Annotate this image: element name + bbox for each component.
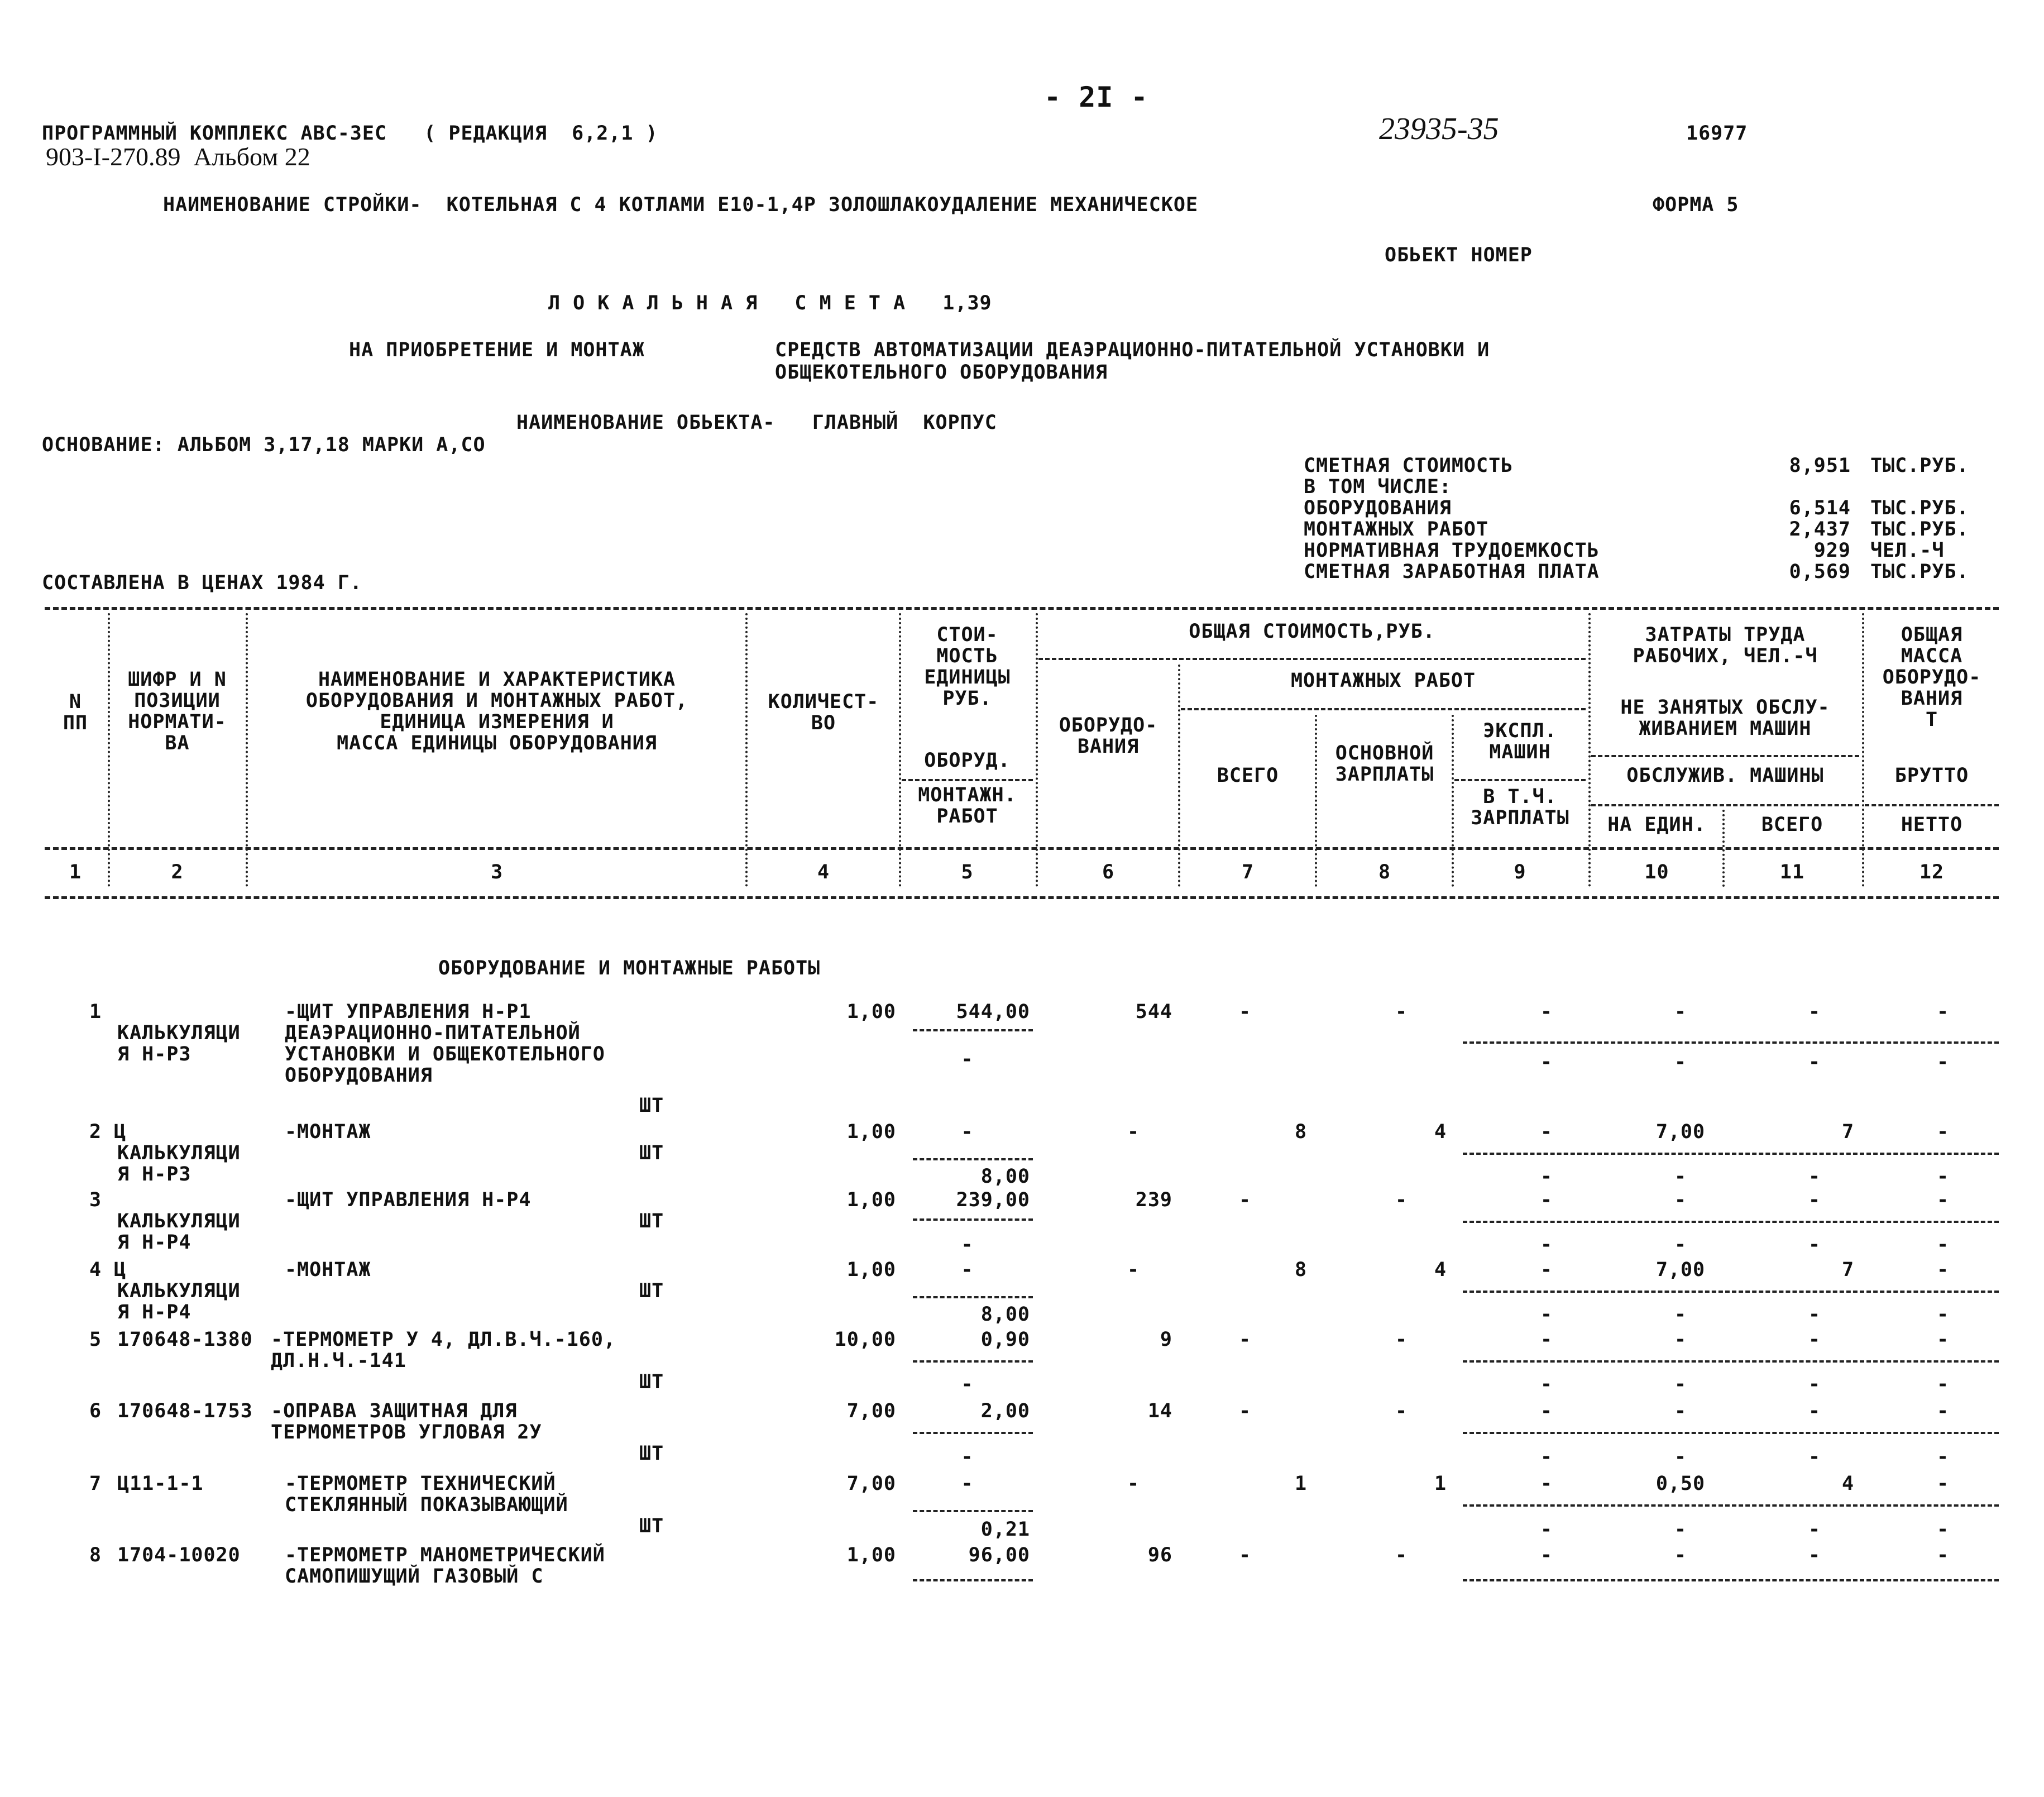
row-mass: - (1936, 1001, 1950, 1023)
row-equipment-cost: - (1127, 1473, 1140, 1495)
row-basic-wages: - (1395, 1001, 1408, 1023)
row-divider (1463, 1579, 1999, 1581)
table-row (0, 1259, 2044, 1326)
row-dash: - (1808, 1518, 1821, 1541)
header-col4: КОЛИЧЕСТ- ВО (768, 691, 879, 734)
row-unit: ШТ (639, 1371, 664, 1393)
row-price-equipment: 2,00 (980, 1400, 1030, 1422)
row-qty: 7,00 (846, 1473, 896, 1495)
header-col6: ОБОРУДО- ВАНИЯ (1059, 714, 1158, 758)
row-number: 1 (89, 1001, 102, 1023)
document-code: 23935-35 (1379, 112, 1499, 146)
header-subrule (902, 779, 1033, 781)
header-col7: ВСЕГО (1217, 764, 1279, 787)
program-line: ПРОГРАММНЫЙ КОМПЛЕКС АВС-3ЕС ( РЕДАКЦИЯ 6,2,1 ) (42, 122, 658, 145)
row-labor-total: 4 (1841, 1473, 1855, 1495)
row-labor-total: - (1808, 1400, 1821, 1422)
row-mounting-total: 1 (1294, 1473, 1308, 1495)
row-dash: - (1936, 1446, 1950, 1468)
row-dash: - (1674, 1165, 1687, 1188)
header-col8: ОСНОВНОЙ ЗАРПЛАТЫ (1335, 742, 1434, 786)
estimate-title: Л О К А Л Ь Н А Я С М Е Т А 1,39 (548, 292, 992, 314)
column-separator (1036, 613, 1038, 887)
row-code: КАЛЬКУЛЯЦИ Я Н-Р4 (117, 1210, 241, 1254)
row-labor-total: 7 (1841, 1121, 1855, 1143)
row-price-mounting: - (961, 1373, 974, 1395)
object-name: НАИМЕНОВАНИЕ ОБЬЕКТА- ГЛАВНЫЙ КОРПУС (516, 412, 997, 434)
column-number: 6 (1102, 861, 1115, 883)
row-labor-unit: - (1674, 1001, 1687, 1023)
row-dash: - (1540, 1518, 1553, 1541)
row-basic-wages: 4 (1434, 1259, 1447, 1281)
row-equipment-cost: - (1127, 1259, 1140, 1281)
row-machines: - (1540, 1544, 1553, 1566)
price-divider (913, 1579, 1033, 1581)
row-basic-wages: 1 (1434, 1473, 1447, 1495)
header-subrule (1038, 658, 1586, 660)
price-divider (913, 1158, 1033, 1160)
row-divider (1463, 1153, 1999, 1155)
column-number: 12 (1919, 861, 1945, 883)
row-labor-unit: - (1674, 1400, 1687, 1422)
row-labor-unit: 7,00 (1655, 1121, 1706, 1143)
summary-value: 8,951 (1789, 455, 1851, 477)
row-basic-wages: - (1395, 1400, 1408, 1422)
row-mass: - (1936, 1473, 1950, 1495)
row-basic-wages: - (1395, 1544, 1408, 1566)
row-basic-wages: 4 (1434, 1121, 1447, 1143)
summary-label: СМЕТНАЯ ЗАРАБОТНАЯ ПЛАТА (1304, 561, 1600, 583)
row-labor-unit: - (1674, 1189, 1687, 1211)
row-price-mounting: 0,21 (980, 1518, 1030, 1541)
header-col9-machines: ЭКСПЛ. МАШИН (1483, 720, 1557, 763)
row-number: 6 (89, 1400, 102, 1422)
row-unit: ШТ (639, 1210, 664, 1232)
header-rule-mid (45, 847, 1999, 850)
row-mounting-total: 8 (1294, 1121, 1308, 1143)
header-subrule (1591, 804, 1859, 806)
header-col11: ВСЕГО (1761, 814, 1823, 836)
row-labor-total: - (1808, 1328, 1821, 1351)
column-separator (1862, 613, 1864, 887)
row-qty: 1,00 (846, 1001, 896, 1023)
header-col5: СТОИ- МОСТЬ ЕДИНИЦЫ РУБ. (924, 624, 1011, 710)
row-labor-unit: 7,00 (1655, 1259, 1706, 1281)
row-dash: - (1674, 1446, 1687, 1468)
row-divider (1463, 1221, 1999, 1223)
row-divider (1463, 1041, 1999, 1044)
basis-line: ОСНОВАНИЕ: АЛЬБОМ 3,17,18 МАРКИ А,СО (42, 434, 486, 456)
row-name: -ЩИТ УПРАВЛЕНИЯ Н-Р1 ДЕАЭРАЦИОННО-ПИТАТЕЛЬНОЙ УСТАНОВКИ И ОБЩЕКОТЕЛЬНОГО ОБОРУДОВАНИЯ (285, 1001, 605, 1087)
column-separator (1722, 810, 1725, 887)
row-dash: - (1540, 1234, 1553, 1256)
row-equipment-cost: 239 (1135, 1189, 1172, 1211)
row-code: 1704-10020 (117, 1544, 241, 1566)
header-subrule (1865, 804, 1999, 806)
column-separator (1588, 613, 1591, 887)
price-divider (913, 1029, 1033, 1031)
table-row (0, 1189, 2044, 1256)
summary-value: 929 (1813, 539, 1851, 562)
column-separator (1452, 715, 1454, 887)
header-col3: НАИМЕНОВАНИЕ И ХАРАКТЕРИСТИКА ОБОРУДОВАНИЯ И МОНТАЖНЫХ РАБОТ, ЕДИНИЦА ИЗМЕРЕНИЯ И МАССА ЕДИНИЦЫ ОБОРУДОВАНИЯ (305, 668, 688, 754)
row-number: 3 (89, 1189, 102, 1211)
row-mounting-total: - (1238, 1544, 1252, 1566)
header-labor-not-machines: НЕ ЗАНЯТЫХ ОБСЛУ- ЖИВАНИЕМ МАШИН (1620, 696, 1830, 740)
row-number: 4 Ц (89, 1259, 127, 1281)
row-name: -ОПРАВА ЗАЩИТНАЯ ДЛЯ ТЕРМОМЕТРОВ УГЛОВАЯ 2У (271, 1400, 542, 1444)
row-price-equipment: - (961, 1121, 974, 1143)
header-col1: N ПП (63, 691, 88, 734)
header-col12-net: НЕТТО (1901, 814, 1963, 836)
row-dash: - (1808, 1051, 1821, 1073)
row-dash: - (1808, 1373, 1821, 1395)
row-name: -МОНТАЖ (285, 1259, 371, 1281)
table-row (0, 1001, 2044, 1117)
row-qty: 1,00 (846, 1544, 896, 1566)
column-separator (745, 613, 748, 887)
header-col9-wages: В Т.Ч. ЗАРПЛАТЫ (1471, 786, 1569, 829)
row-equipment-cost: 9 (1160, 1328, 1172, 1351)
row-dash: - (1674, 1518, 1687, 1541)
summary-label: НОРМАТИВНАЯ ТРУДОЕМКОСТЬ (1304, 539, 1600, 562)
price-divider (913, 1360, 1033, 1363)
table-row (0, 1400, 2044, 1468)
table-row (0, 1121, 2044, 1188)
row-dash: - (1540, 1051, 1553, 1073)
summary-value: 2,437 (1789, 518, 1851, 541)
row-qty: 7,00 (846, 1400, 896, 1422)
row-mass: - (1936, 1259, 1950, 1281)
row-divider (1463, 1291, 1999, 1293)
row-dash: - (1936, 1373, 1950, 1395)
row-unit: ШТ (639, 1095, 664, 1117)
row-dash: - (1540, 1165, 1553, 1188)
price-divider (913, 1510, 1033, 1512)
row-dash: - (1936, 1234, 1950, 1256)
row-dash: - (1540, 1303, 1553, 1326)
row-labor-total: - (1808, 1544, 1821, 1566)
column-separator (1315, 715, 1317, 887)
row-labor-total: 7 (1841, 1259, 1855, 1281)
row-price-equipment: 544,00 (956, 1001, 1030, 1023)
row-mounting-total: - (1238, 1189, 1252, 1211)
row-dash: - (1540, 1446, 1553, 1468)
row-qty: 1,00 (846, 1189, 896, 1211)
row-dash: - (1936, 1165, 1950, 1188)
row-price-mounting: - (961, 1446, 974, 1468)
row-machines: - (1540, 1001, 1553, 1023)
column-number: 8 (1378, 861, 1391, 883)
row-price-equipment: 0,90 (980, 1328, 1030, 1351)
summary-unit: ТЫС.РУБ. (1870, 518, 1969, 541)
row-machines: - (1540, 1473, 1553, 1495)
summary-unit: ЧЕЛ.-Ч (1870, 539, 1945, 562)
table-row (0, 1328, 2044, 1395)
prices-line: СОСТАВЛЕНА В ЦЕНАХ 1984 Г. (42, 572, 362, 594)
header-labor-machines: ОБСЛУЖИВ. МАШИНЫ (1626, 764, 1824, 787)
column-number: 9 (1514, 861, 1526, 883)
purpose-line-2: ОБЩЕКОТЕЛЬНОГО ОБОРУДОВАНИЯ (775, 361, 1108, 384)
row-qty: 10,00 (834, 1328, 896, 1351)
row-code: 170648-1380 (117, 1328, 253, 1351)
row-labor-unit: - (1674, 1544, 1687, 1566)
row-number: 7 (89, 1473, 102, 1495)
row-qty: 1,00 (846, 1259, 896, 1281)
header-subrule (1454, 779, 1586, 781)
row-machines: - (1540, 1189, 1553, 1211)
row-equipment-cost: 14 (1147, 1400, 1172, 1422)
table-row (0, 1473, 2044, 1541)
row-name: -ТЕРМОМЕТР У 4, ДЛ.В.Ч.-160, ДЛ.Н.Ч.-141 (271, 1328, 616, 1372)
column-number: 4 (817, 861, 830, 883)
row-divider (1463, 1504, 1999, 1507)
price-divider (913, 1296, 1033, 1298)
row-labor-unit: - (1674, 1328, 1687, 1351)
row-divider (1463, 1432, 1999, 1434)
column-separator (1178, 665, 1180, 887)
header-col10: НА ЕДИН. (1607, 814, 1706, 836)
column-number: 7 (1241, 861, 1255, 883)
header-col12-gross: БРУТТО (1894, 764, 1969, 787)
page-number: - 2I - (1044, 81, 1148, 113)
row-code: Ц11-1-1 (117, 1473, 204, 1495)
row-dash: - (1674, 1373, 1687, 1395)
row-number: 8 (89, 1544, 102, 1566)
summary-label: В ТОМ ЧИСЛЕ: (1304, 476, 1452, 498)
header-col2: ШИФР И N ПОЗИЦИИ НОРМАТИ- ВА (128, 668, 227, 754)
column-number: 1 (69, 861, 82, 883)
row-unit: ШТ (639, 1280, 664, 1302)
row-price-equipment: 239,00 (956, 1189, 1030, 1211)
row-code: КАЛЬКУЛЯЦИ Я Н-Р3 (117, 1142, 241, 1186)
row-dash: - (1808, 1234, 1821, 1256)
section-title: ОБОРУДОВАНИЕ И МОНТАЖНЫЕ РАБОТЫ (438, 957, 821, 979)
document-number: 16977 (1686, 122, 1748, 145)
header-subrule (1591, 755, 1859, 757)
row-mass: - (1936, 1328, 1950, 1351)
column-number: 2 (171, 861, 184, 883)
row-basic-wages: - (1395, 1189, 1408, 1211)
row-unit: ШТ (639, 1442, 664, 1465)
row-dash: - (1674, 1234, 1687, 1256)
row-price-equipment: - (961, 1259, 974, 1281)
row-mass: - (1936, 1400, 1950, 1422)
row-mounting-total: 8 (1294, 1259, 1308, 1281)
row-mass: - (1936, 1189, 1950, 1211)
row-mass: - (1936, 1544, 1950, 1566)
header-subrule (1181, 708, 1586, 710)
row-price-mounting: - (961, 1234, 974, 1256)
row-machines: - (1540, 1259, 1553, 1281)
row-unit: ШТ (639, 1515, 664, 1537)
row-dash: - (1808, 1165, 1821, 1188)
row-number: 2 Ц (89, 1121, 127, 1143)
form-label: ФОРМА 5 (1653, 194, 1739, 216)
row-name: -ТЕРМОМЕТР МАНОМЕТРИЧЕСКИЙ САМОПИШУЩИЙ ГАЗОВЫЙ С (285, 1544, 605, 1588)
row-mounting-total: - (1238, 1400, 1252, 1422)
row-price-equipment: 96,00 (968, 1544, 1030, 1566)
row-qty: 1,00 (846, 1121, 896, 1143)
header-rule-bottom (45, 896, 1999, 899)
header-rule-top (45, 607, 1999, 610)
header-col5-equipment: ОБОРУД. (924, 749, 1011, 772)
summary-unit: ТЫС.РУБ. (1870, 455, 1969, 477)
row-mass: - (1936, 1121, 1950, 1143)
row-mounting-total: - (1238, 1001, 1252, 1023)
row-machines: - (1540, 1400, 1553, 1422)
row-divider (1463, 1360, 1999, 1363)
row-machines: - (1540, 1328, 1553, 1351)
row-labor-total: - (1808, 1189, 1821, 1211)
header-col5-mounting: МОНТАЖН. РАБОТ (918, 784, 1017, 828)
column-separator (246, 613, 248, 887)
row-code: КАЛЬКУЛЯЦИ Я Н-Р3 (117, 1022, 241, 1065)
row-dash: - (1936, 1303, 1950, 1326)
purpose-lead: НА ПРИОБРЕТЕНИЕ И МОНТАЖ (349, 339, 645, 361)
row-dash: - (1540, 1373, 1553, 1395)
summary-unit: ТЫС.РУБ. (1870, 497, 1969, 519)
row-dash: - (1808, 1303, 1821, 1326)
column-number: 5 (961, 861, 974, 883)
column-separator (899, 613, 901, 887)
header-labor: ЗАТРАТЫ ТРУДА РАБОЧИХ, ЧЕЛ.-Ч (1633, 624, 1818, 667)
row-mounting-total: - (1238, 1328, 1252, 1351)
row-dash: - (1674, 1303, 1687, 1326)
header-mass: ОБЩАЯ МАССА ОБОРУДО- ВАНИЯ Т (1882, 624, 1981, 731)
row-price-mounting: - (961, 1048, 974, 1070)
object-number-label: ОБЬЕКТ НОМЕР (1385, 244, 1533, 266)
summary-label: ОБОРУДОВАНИЯ (1304, 497, 1452, 519)
column-number: 3 (490, 861, 504, 883)
header-total-cost: ОБЩАЯ СТОИМОСТЬ,РУБ. (1189, 620, 1435, 643)
row-equipment-cost: 544 (1135, 1001, 1172, 1023)
row-price-equipment: - (961, 1473, 974, 1495)
row-machines: - (1540, 1121, 1553, 1143)
column-number: 10 (1644, 861, 1669, 883)
row-name: -ЩИТ УПРАВЛЕНИЯ Н-Р4 (285, 1189, 532, 1211)
row-dash: - (1936, 1518, 1950, 1541)
row-name: -ТЕРМОМЕТР ТЕХНИЧЕСКИЙ СТЕКЛЯННЫЙ ПОКАЗЫВАЮЩИЙ (285, 1473, 568, 1516)
price-divider (913, 1432, 1033, 1434)
summary-value: 6,514 (1789, 497, 1851, 519)
row-dash: - (1674, 1051, 1687, 1073)
row-unit: ШТ (639, 1142, 664, 1164)
purpose-line-1: СРЕДСТВ АВТОМАТИЗАЦИИ ДЕАЭРАЦИОННО-ПИТАТЕЛЬНОЙ УСТАНОВКИ И (775, 339, 1490, 361)
table-row (0, 1545, 2044, 1595)
summary-unit: ТЫС.РУБ. (1870, 561, 1969, 583)
row-name: -МОНТАЖ (285, 1121, 371, 1143)
row-labor-unit: 0,50 (1655, 1473, 1706, 1495)
row-dash: - (1808, 1446, 1821, 1468)
construction-name: НАИМЕНОВАНИЕ СТРОЙКИ- КОТЕЛЬНАЯ С 4 КОТЛАМИ Е10-1,4Р ЗОЛОШЛАКОУДАЛЕНИЕ МЕХАНИЧЕСКОЕ (163, 194, 1199, 216)
row-code: КАЛЬКУЛЯЦИ Я Н-Р4 (117, 1280, 241, 1323)
price-divider (913, 1218, 1033, 1221)
row-dash: - (1936, 1051, 1950, 1073)
row-equipment-cost: 96 (1147, 1544, 1172, 1566)
row-basic-wages: - (1395, 1328, 1408, 1351)
row-equipment-cost: - (1127, 1121, 1140, 1143)
row-price-mounting: 8,00 (980, 1165, 1030, 1188)
column-number: 11 (1779, 861, 1805, 883)
summary-value: 0,569 (1789, 561, 1851, 583)
row-code: 170648-1753 (117, 1400, 253, 1422)
summary-label: СМЕТНАЯ СТОИМОСТЬ (1304, 455, 1514, 477)
summary-label: МОНТАЖНЫХ РАБОТ (1304, 518, 1489, 541)
row-labor-total: - (1808, 1001, 1821, 1023)
row-number: 5 (89, 1328, 102, 1351)
header-mounting-works: МОНТАЖНЫХ РАБОТ (1290, 670, 1476, 692)
album-label: 903-I-270.89 Альбом 22 (46, 142, 310, 171)
row-price-mounting: 8,00 (980, 1303, 1030, 1326)
